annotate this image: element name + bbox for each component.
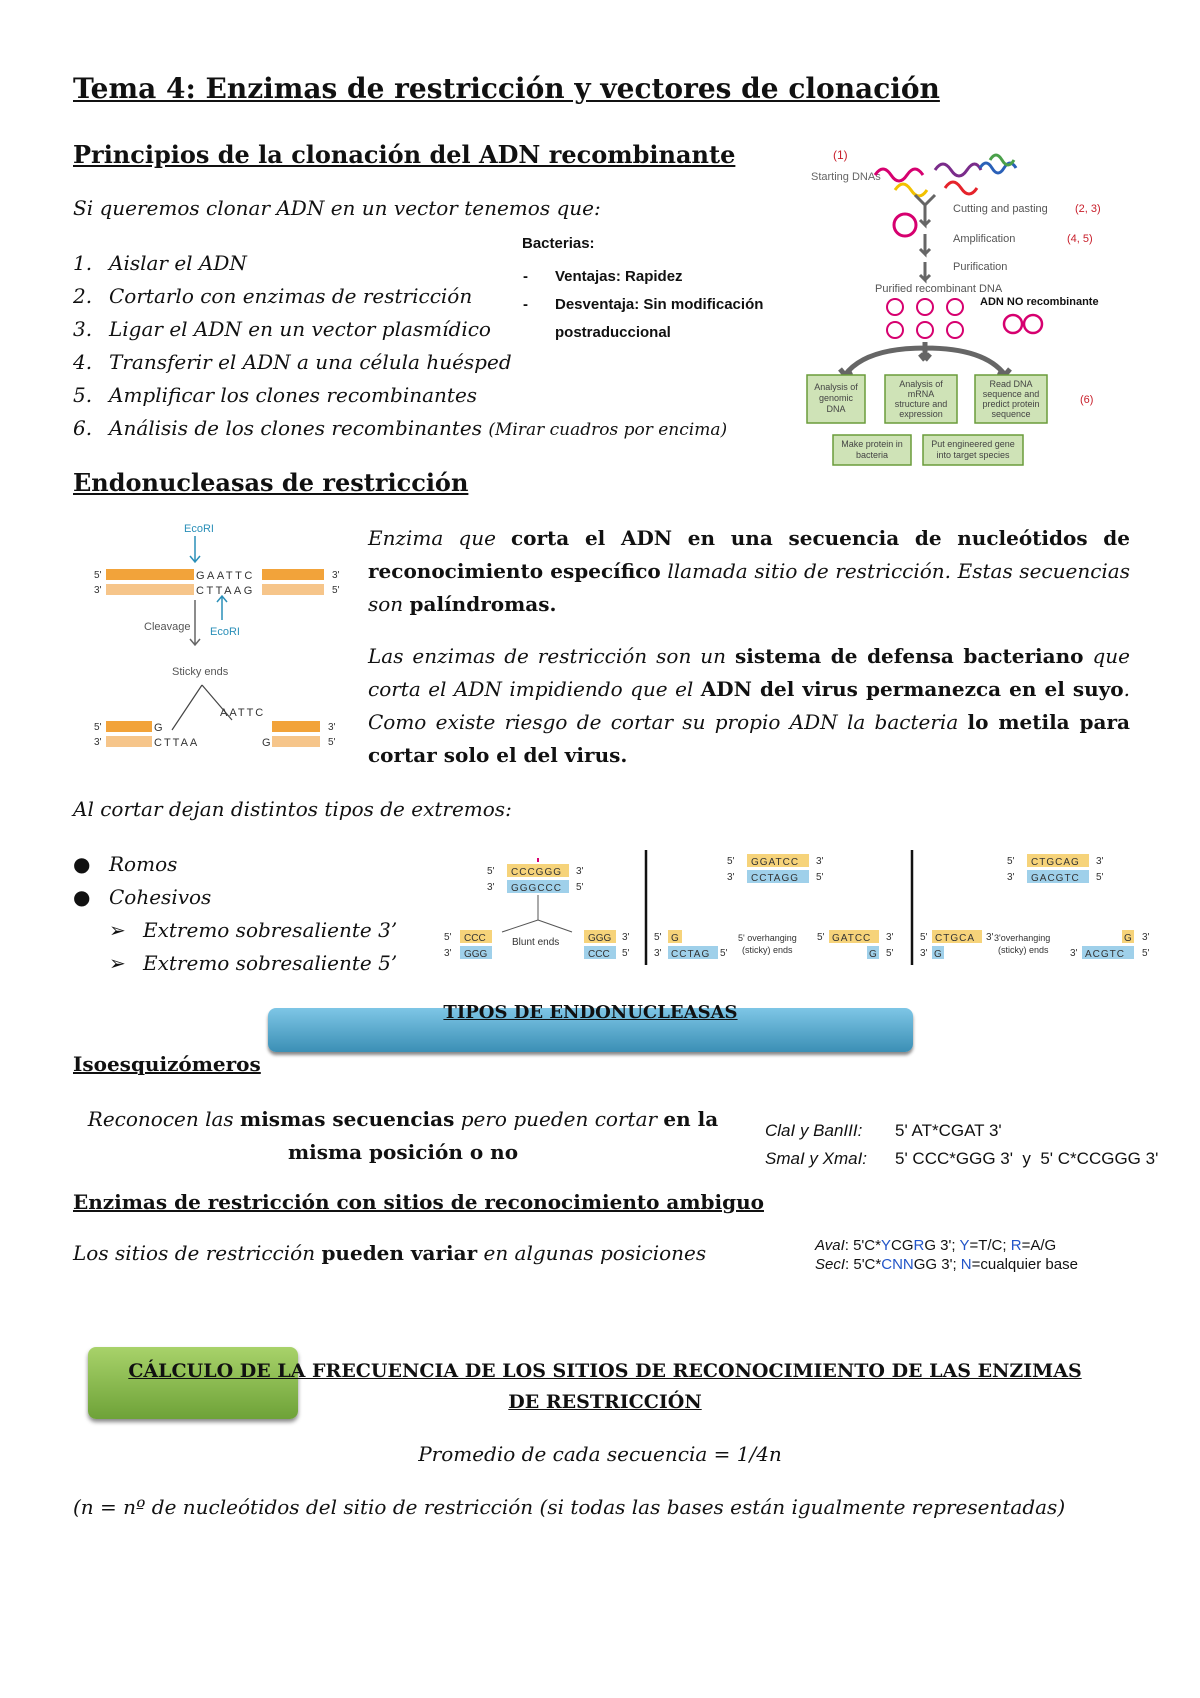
endonuclease-definition: Enzima que corta el ADN en una secuencia de nucleótidos de reconocimiento específico llamada sitio de restricción. Estas secuencias son palíndromas. [368,526,1130,616]
svg-text:3': 3' [444,948,452,959]
svg-text:3': 3' [622,932,630,943]
svg-text:3': 3' [94,737,102,748]
svg-text:3': 3' [920,948,928,959]
svg-text:3': 3' [886,932,894,943]
section-heading-endonucleases: Endonucleasas de restricción [73,468,469,497]
svg-text:CTGCA: CTGCA [935,933,975,944]
three-overhang-panel [920,854,1150,960]
list-item: 3. Ligar el ADN en un vector plasmídico [73,317,491,341]
endonuclease-defense: Las enzimas de restricción son un sistema de defensa bacteriano que corta el ADN impidiendo que el ADN del virus permanezca en el suyo. Como existe riesgo de cortar su propio ADN la bacteria lo metila para cortar solo el del virus. [368,644,1130,767]
svg-text:G: G [869,949,877,960]
isoschizomers-heading: Isoesquizómeros [73,1052,261,1076]
svg-text:3': 3' [986,932,994,943]
svg-text:3'overhanging(sticky) ends: 3'overhanging (sticky) ends [994,933,1051,955]
bacterias-title: Bacterias: [522,235,595,252]
svg-text:EcoRI: EcoRI [210,626,240,638]
list-item: 4. Transferir el ADN a una célula huésped [73,350,512,374]
cloning-workflow-figure [805,150,1135,502]
svg-text:5': 5' [94,570,102,581]
ends-intro: Al cortar dejan distintos tipos de extremos: [73,797,512,821]
svg-text:G: G [262,737,271,749]
list-item: 5. Amplificar los clones recombinantes [73,383,478,407]
svg-text:CCTAG: CCTAG [671,949,711,960]
svg-text:Cutting and pasting: Cutting and pasting [953,203,1048,215]
svg-text:5': 5' [1142,948,1150,959]
svg-text:CCC: CCC [464,933,486,944]
svg-text:5': 5' [720,948,728,959]
list-item: ● Cohesivos [73,885,212,909]
isoschizomers-text: Reconocen las mismas secuencias pero pueden cortar en la misma posición o no [87,1107,719,1164]
svg-text:5': 5' [654,932,662,943]
svg-text:3': 3' [576,866,584,877]
svg-text:Analysis ofgenomicDNA: Analysis of genomic DNA [814,382,858,414]
no-recombinant-label: ADN NO recombinante [980,296,1099,308]
svg-text:GGG: GGG [588,933,612,944]
bacterias-list: - Ventajas: Rapidez - Desventaja: Sin modificación postraduccional [523,268,764,341]
list-item: 1. Aislar el ADN [73,251,247,275]
svg-text:(6): (6) [1080,394,1094,406]
isoschizomer-examples: ClaI y BanIII: 5' AT*CGAT 3' SmaI y XmaI: 5' CCC*GGG 3' y 5' C*CCGGG 3' [765,1121,1159,1168]
svg-text:ACGTC: ACGTC [1085,949,1125,960]
svg-text:3': 3' [94,585,102,596]
svg-text:5': 5' [622,948,630,959]
svg-text:G: G [1124,933,1132,944]
end-types-figure [442,850,1182,970]
svg-text:Purified recombinant DNA: Purified recombinant DNA [875,283,1003,295]
svg-text:3': 3' [654,948,662,959]
ambiguous-heading: Enzimas de restricción con sitios de reconocimiento ambiguo [73,1190,764,1214]
svg-text:G: G [154,722,163,734]
page-title: Tema 4: Enzimas de restricción y vectores de clonación [73,72,940,105]
svg-text:3': 3' [727,872,735,883]
svg-text:CTTAAG: CTTAAG [196,585,255,597]
svg-text:5': 5' [727,856,735,867]
svg-text:Analysis ofmRNAstructure andex: Analysis of mRNA structure and expression [894,379,948,419]
svg-text:5': 5' [94,722,102,733]
svg-text:5': 5' [576,882,584,893]
svg-text:3': 3' [1096,856,1104,867]
frequency-formula: Promedio de cada secuencia = 1/4n [418,1442,782,1466]
svg-text:5': 5' [1096,872,1104,883]
svg-text:3': 3' [1007,872,1015,883]
svg-text:(4, 5): (4, 5) [1067,233,1093,245]
five-overhang-panel [654,854,894,960]
svg-text:EcoRI: EcoRI [184,523,214,535]
svg-text:5': 5' [332,585,340,596]
svg-text:Purification: Purification [953,261,1008,273]
list-item: ● Romos [73,852,178,876]
svg-text:CTTAA: CTTAA [154,737,200,749]
svg-text:3': 3' [1142,932,1150,943]
list-item: 2. Cortarlo con enzimas de restricción [73,284,473,308]
svg-text:5': 5' [920,932,928,943]
svg-text:3': 3' [328,722,336,733]
svg-text:GGATCC: GGATCC [751,857,800,868]
svg-text:CCC: CCC [588,949,610,960]
frequency-note: (n = nº de nucleótidos del sitio de restricción (si todas las bases están igualmente representadas) [73,1495,1066,1519]
svg-text:3': 3' [332,570,340,581]
svg-text:5': 5' [1007,856,1015,867]
ambiguous-text: Los sitios de restricción pueden variar en algunas posiciones [73,1241,707,1265]
svg-text:GAATTC: GAATTC [196,570,255,582]
svg-text:Blunt ends: Blunt ends [512,937,560,948]
step1-label: (1) [833,150,848,162]
svg-text:5': 5' [886,948,894,959]
svg-text:CCCGGG: CCCGGG [511,867,562,878]
svg-text:GGGCCC: GGGCCC [511,883,562,894]
svg-text:Amplification: Amplification [953,233,1016,245]
svg-text:Make protein inbacteria: Make protein in bacteria [841,439,903,460]
vector-circle [894,214,916,236]
svg-text:Read DNAsequence andpredict pr: Read DNA sequence and predict protein sequence [982,379,1040,419]
svg-text:5': 5' [328,737,336,748]
svg-text:5': 5' [817,932,825,943]
svg-text:GGG: GGG [464,949,488,960]
types-banner-label: TIPOS DE ENDONUCLEASAS [443,1002,738,1023]
list-item: 6. Análisis de los clones recombinantes (Mirar cuadros por encima) [73,416,728,440]
svg-text:G: G [934,949,942,960]
svg-text:5' overhanging(sticky) ends: 5' overhanging (sticky) ends [738,933,797,955]
cloning-intro: Si queremos clonar ADN en un vector tenemos que: [73,196,601,220]
starting-dnas-label: Starting DNAs [811,171,881,183]
svg-text:3': 3' [1070,948,1078,959]
svg-text:5': 5' [444,932,452,943]
ambiguous-examples: AvaI: 5'C*YCGRG 3'; Y=T/C; R=A/G SecI: 5'C*CNNGG 3'; N=cualquier base [815,1237,1078,1273]
list-item: ➢ Extremo sobresaliente 5’ [109,951,398,975]
svg-text:CCTAGG: CCTAGG [751,873,800,884]
svg-text:3': 3' [487,882,495,893]
svg-text:GACGTC: GACGTC [1031,873,1080,884]
svg-text:5': 5' [487,866,495,877]
svg-text:Put engineered geneinto target: Put engineered gene into target species [931,439,1015,460]
ecori-cleavage-figure [92,520,362,760]
svg-text:3': 3' [816,856,824,867]
svg-text:(2, 3): (2, 3) [1075,203,1101,215]
frequency-banner-label: CÁLCULO DE LA FRECUENCIA DE LOS SITIOS DE RECONOCIMIENTO DE LAS ENZIMAS DE RESTRICCIÓN [128,1360,1082,1413]
svg-text:5': 5' [816,872,824,883]
svg-text:CTGCAG: CTGCAG [1031,857,1080,868]
svg-text:G: G [671,933,679,944]
svg-text:GATCC: GATCC [832,933,872,944]
list-item: ➢ Extremo sobresaliente 3’ [109,918,398,942]
section-heading-cloning: Principios de la clonación del ADN recombinante [73,140,736,169]
svg-text:Cleavage: Cleavage [144,621,191,633]
svg-text:AATTC: AATTC [220,707,266,719]
blunt-ends-panel [444,858,630,960]
svg-text:Sticky ends: Sticky ends [172,666,229,678]
ends-list [73,848,453,980]
